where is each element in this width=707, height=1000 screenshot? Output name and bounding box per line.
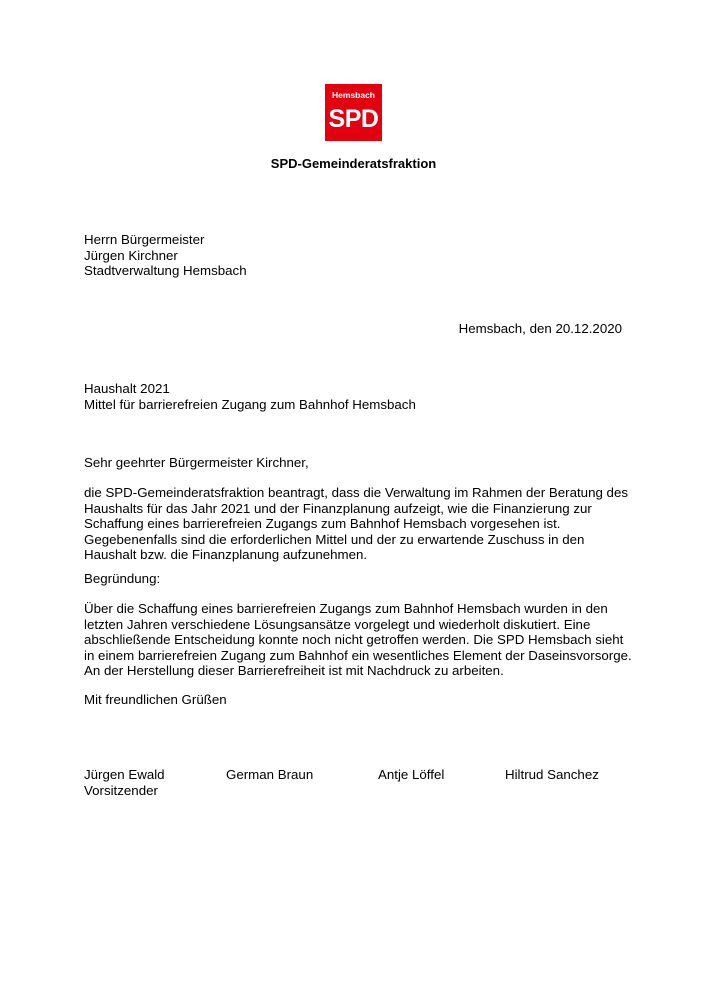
signatory-name: Jürgen Ewald <box>84 767 165 782</box>
paragraph-line: letzten Jahren verschiedene Lösungsansätze vorgelegt und wiederholt diskutiert. Eine <box>84 616 591 632</box>
paragraph-request <box>84 485 628 563</box>
paragraph-line: abschließende Entscheidung konnte noch nicht getroffen werden. Die SPD Hemsbach sieht <box>84 632 624 647</box>
signatory-name: German Braun <box>226 767 314 782</box>
subject-line: Mittel für barrierefreien Zugang zum Bahnhof Hemsbach <box>84 396 416 412</box>
paragraph-line: Über die Schaffung eines barrierefreien Zugangs zum Bahnhof Hemsbach wurden in den <box>84 601 608 616</box>
signatory <box>378 767 444 783</box>
subject-line: Haushalt 2021 <box>84 381 170 396</box>
reason-heading-text: Begründung: <box>84 571 161 586</box>
subject <box>84 381 416 412</box>
recipient-line: Stadtverwaltung Hemsbach <box>84 263 247 278</box>
salutation <box>84 455 309 471</box>
signatory-name: Antje Löffel <box>378 767 445 782</box>
paragraph-line: Haushalt bzw. die Finanzplanung aufzunehmen. <box>84 547 368 562</box>
paragraph-line: An der Herstellung dieser Barrierefreiheit ist mit Nachdruck zu arbeiten. <box>84 663 504 678</box>
paragraph-line: Gegebenenfalls sind die erforderlichen Mittel und der zu erwartende Zuschuss in den <box>84 531 585 547</box>
signatory <box>84 767 165 798</box>
closing <box>84 692 227 708</box>
logo-town: Hemsbach <box>332 90 375 100</box>
recipient-line: Herrn Bürgermeister <box>84 232 205 247</box>
spd-logo <box>325 84 382 141</box>
signatory <box>505 767 599 783</box>
date-line: Hemsbach, den 20.12.2020 <box>458 321 622 336</box>
signatory-role: Vorsitzender <box>84 782 158 798</box>
salutation-text: Sehr geehrter Bürgermeister Kirchner, <box>84 455 309 470</box>
paragraph-reason <box>84 601 632 679</box>
reason-heading <box>84 571 160 587</box>
closing-text: Mit freundlichen Grüßen <box>84 692 227 707</box>
recipient-address <box>84 232 247 279</box>
signatory-name: Hiltrud Sanchez <box>505 767 599 782</box>
paragraph-line: Schaffung eines barrierefreien Zugangs zum Bahnhof Hemsbach vorgesehen ist. <box>84 516 561 531</box>
paragraph-line: Haushalts für das Jahr 2021 und der Finanzplanung aufzeigt, wie die Finanzierung zur <box>84 500 592 516</box>
recipient-line: Jürgen Kirchner <box>84 247 178 263</box>
paragraph-line: die SPD-Gemeinderatsfraktion beantragt, dass die Verwaltung im Rahmen der Beratung des <box>84 485 628 500</box>
signatory <box>226 767 313 783</box>
paragraph-line: in einem barrierefreien Zugang zum Bahnhof ein wesentliches Element der Daseinsvorsorge. <box>84 647 632 663</box>
logo-brand: SPD <box>328 105 379 133</box>
organization-heading: SPD-Gemeinderatsfraktion <box>270 156 437 171</box>
